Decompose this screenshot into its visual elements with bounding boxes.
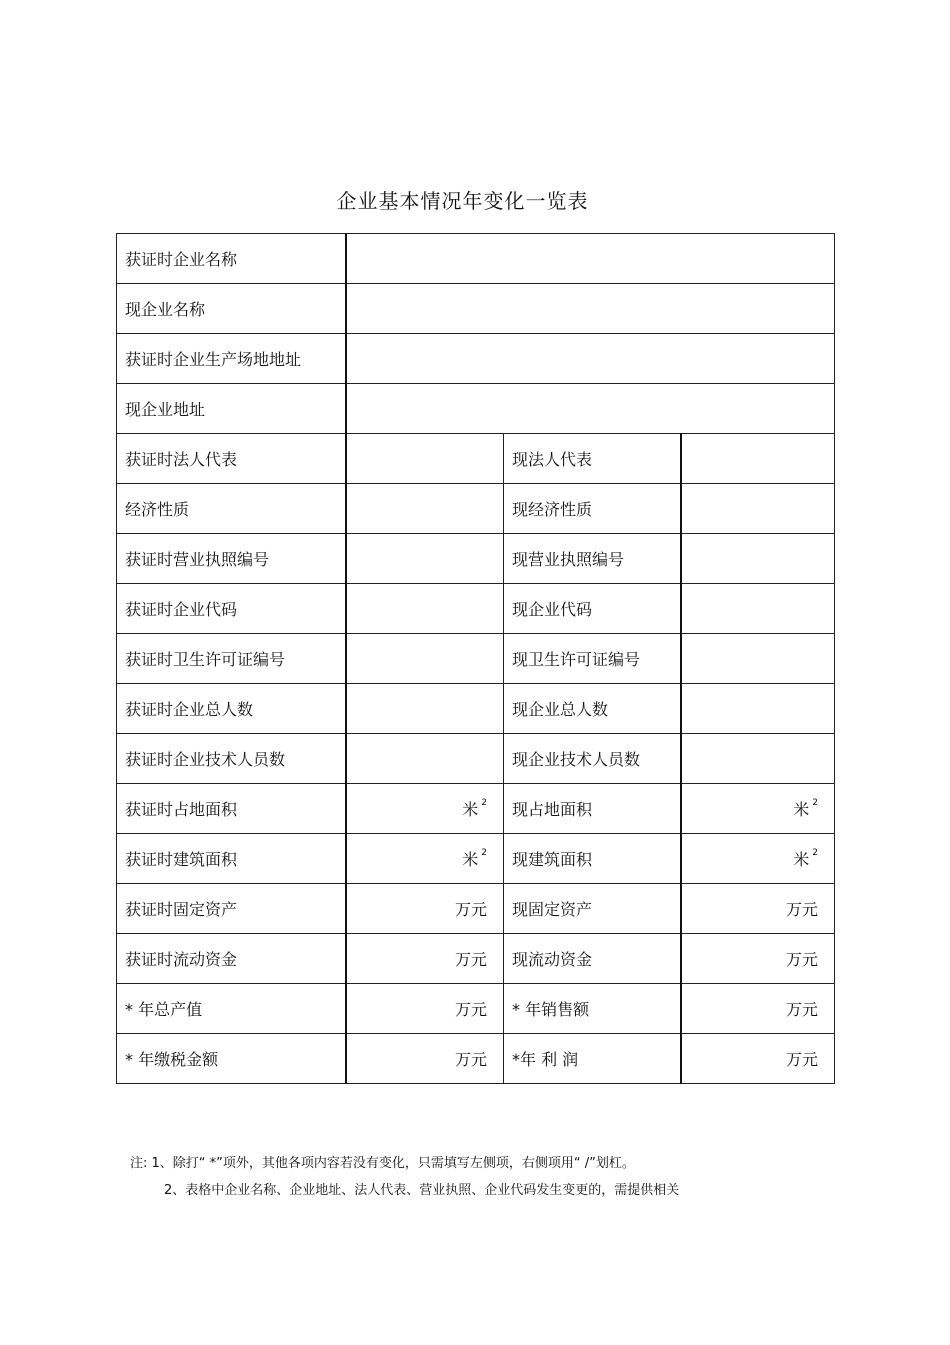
right-value-cell[interactable]	[681, 634, 835, 684]
unit-label: 万元	[454, 950, 487, 969]
table-row	[117, 734, 835, 784]
table-row	[117, 584, 835, 634]
left-value-cell[interactable]	[346, 484, 504, 534]
field-label: 获证时企业代码	[125, 600, 238, 619]
unit-superscript: 2	[812, 847, 819, 858]
right-value-cell[interactable]	[681, 984, 835, 1034]
left-label-cell	[117, 934, 346, 984]
left-value-cell[interactable]	[346, 884, 504, 934]
table-row	[117, 534, 835, 584]
table-row	[117, 784, 835, 834]
field-label: 现卫生许可证编号	[512, 650, 641, 669]
field-label: 获证时企业生产场地地址	[125, 350, 302, 369]
field-label: 现占地面积	[512, 800, 593, 819]
left-label-cell	[117, 984, 346, 1034]
left-value-cell[interactable]	[346, 834, 504, 884]
left-value-cell[interactable]	[346, 584, 504, 634]
field-label: 现流动资金	[512, 950, 593, 969]
left-label-cell	[117, 684, 346, 734]
left-label-cell	[117, 1034, 346, 1084]
field-label: 现建筑面积	[512, 850, 593, 869]
field-label: 现企业技术人员数	[512, 750, 641, 769]
right-label-cell	[504, 634, 681, 684]
left-label-cell	[117, 834, 346, 884]
table-row	[117, 334, 835, 384]
field-label: 获证时企业总人数	[125, 700, 254, 719]
left-value-cell[interactable]	[346, 434, 504, 484]
right-label-cell	[504, 434, 681, 484]
left-value-cell[interactable]	[346, 534, 504, 584]
unit-label: 万元	[786, 950, 819, 969]
left-value-cell[interactable]	[346, 984, 504, 1034]
field-label: 现固定资产	[512, 900, 593, 919]
unit-label: 万元	[786, 900, 819, 919]
right-value-cell[interactable]	[681, 834, 835, 884]
unit-label: 米	[462, 850, 479, 869]
unit-label: 万元	[454, 900, 487, 919]
field-label: 现营业执照编号	[512, 550, 625, 569]
notes	[130, 1150, 679, 1204]
left-value-cell[interactable]	[346, 934, 504, 984]
field-label: * 年销售额	[512, 1000, 590, 1019]
field-label-cell	[117, 234, 346, 284]
unit-label: 米	[793, 800, 810, 819]
left-label-cell	[117, 634, 346, 684]
field-label: 获证时法人代表	[125, 450, 238, 469]
right-value-cell[interactable]	[681, 1034, 835, 1084]
field-label: * 年缴税金额	[125, 1050, 219, 1069]
right-value-cell[interactable]	[681, 884, 835, 934]
field-label-cell	[117, 284, 346, 334]
left-label-cell	[117, 434, 346, 484]
table-row	[117, 1034, 835, 1084]
unit-superscript: 2	[812, 797, 819, 808]
right-label-cell	[504, 834, 681, 884]
unit-label: 米	[793, 850, 810, 869]
right-label-cell	[504, 584, 681, 634]
field-label: 获证时企业技术人员数	[125, 750, 286, 769]
left-label-cell	[117, 734, 346, 784]
table-row	[117, 634, 835, 684]
field-value-cell[interactable]	[346, 334, 835, 384]
note-line-1: 注: 1、除打“ *”项外，其他各项内容若没有变化，只需填写左侧项，右侧项用“ /”划杠。	[130, 1156, 635, 1171]
right-label-cell	[504, 984, 681, 1034]
enterprise-info-table	[116, 233, 835, 1084]
left-label-cell	[117, 534, 346, 584]
right-label-cell	[504, 1034, 681, 1084]
field-label: 现法人代表	[512, 450, 593, 469]
left-value-cell[interactable]	[346, 734, 504, 784]
unit-label: 万元	[454, 1000, 487, 1019]
table-row	[117, 484, 835, 534]
field-label: 现企业代码	[512, 600, 593, 619]
field-label-cell	[117, 334, 346, 384]
left-value-cell[interactable]	[346, 634, 504, 684]
field-label: *年 利 润	[512, 1050, 579, 1069]
unit-label: 万元	[786, 1000, 819, 1019]
right-label-cell	[504, 734, 681, 784]
left-value-cell[interactable]	[346, 1034, 504, 1084]
right-value-cell[interactable]	[681, 684, 835, 734]
table-row	[117, 934, 835, 984]
table-row	[117, 684, 835, 734]
right-label-cell	[504, 684, 681, 734]
form-title: 企业基本情况年变化一览表	[336, 189, 589, 213]
field-label: 获证时营业执照编号	[125, 550, 270, 569]
table-row	[117, 384, 835, 434]
right-label-cell	[504, 934, 681, 984]
field-label: 经济性质	[125, 500, 190, 519]
note-line-2: 2、表格中企业名称、企业地址、法人代表、营业执照、企业代码发生变更的，需提供相关	[164, 1183, 680, 1198]
right-label-cell	[504, 484, 681, 534]
field-label: 获证时建筑面积	[125, 850, 238, 869]
right-value-cell[interactable]	[681, 534, 835, 584]
unit-label: 万元	[786, 1050, 819, 1069]
table-row	[117, 284, 835, 334]
right-value-cell[interactable]	[681, 584, 835, 634]
table-row	[117, 884, 835, 934]
table-row	[117, 834, 835, 884]
right-value-cell[interactable]	[681, 934, 835, 984]
left-label-cell	[117, 584, 346, 634]
right-value-cell[interactable]	[681, 784, 835, 834]
field-label-cell	[117, 384, 346, 434]
field-label: 现企业名称	[125, 300, 206, 319]
right-value-cell[interactable]	[681, 484, 835, 534]
right-label-cell	[504, 784, 681, 834]
field-label: 获证时固定资产	[125, 900, 238, 919]
field-value-cell[interactable]	[346, 234, 835, 284]
field-value-cell[interactable]	[346, 284, 835, 334]
unit-label: 米	[462, 800, 479, 819]
field-label: 获证时企业名称	[125, 250, 238, 269]
table-row	[117, 984, 835, 1034]
right-label-cell	[504, 884, 681, 934]
field-label: 获证时流动资金	[125, 950, 238, 969]
field-label: 现企业地址	[125, 400, 206, 419]
field-label: 现经济性质	[512, 500, 593, 519]
right-label-cell	[504, 534, 681, 584]
right-value-cell[interactable]	[681, 734, 835, 784]
field-value-cell[interactable]	[346, 384, 835, 434]
field-label: 获证时占地面积	[125, 800, 238, 819]
left-label-cell	[117, 784, 346, 834]
unit-label: 万元	[454, 1050, 487, 1069]
left-label-cell	[117, 484, 346, 534]
unit-superscript: 2	[481, 847, 487, 858]
right-value-cell[interactable]	[681, 434, 835, 484]
left-label-cell	[117, 884, 346, 934]
field-label: 获证时卫生许可证编号	[125, 650, 286, 669]
left-value-cell[interactable]	[346, 784, 504, 834]
left-value-cell[interactable]	[346, 684, 504, 734]
table-row	[117, 434, 835, 484]
table-row	[117, 234, 835, 284]
field-label: * 年总产值	[125, 1000, 203, 1019]
field-label: 现企业总人数	[512, 700, 609, 719]
unit-superscript: 2	[481, 797, 487, 808]
